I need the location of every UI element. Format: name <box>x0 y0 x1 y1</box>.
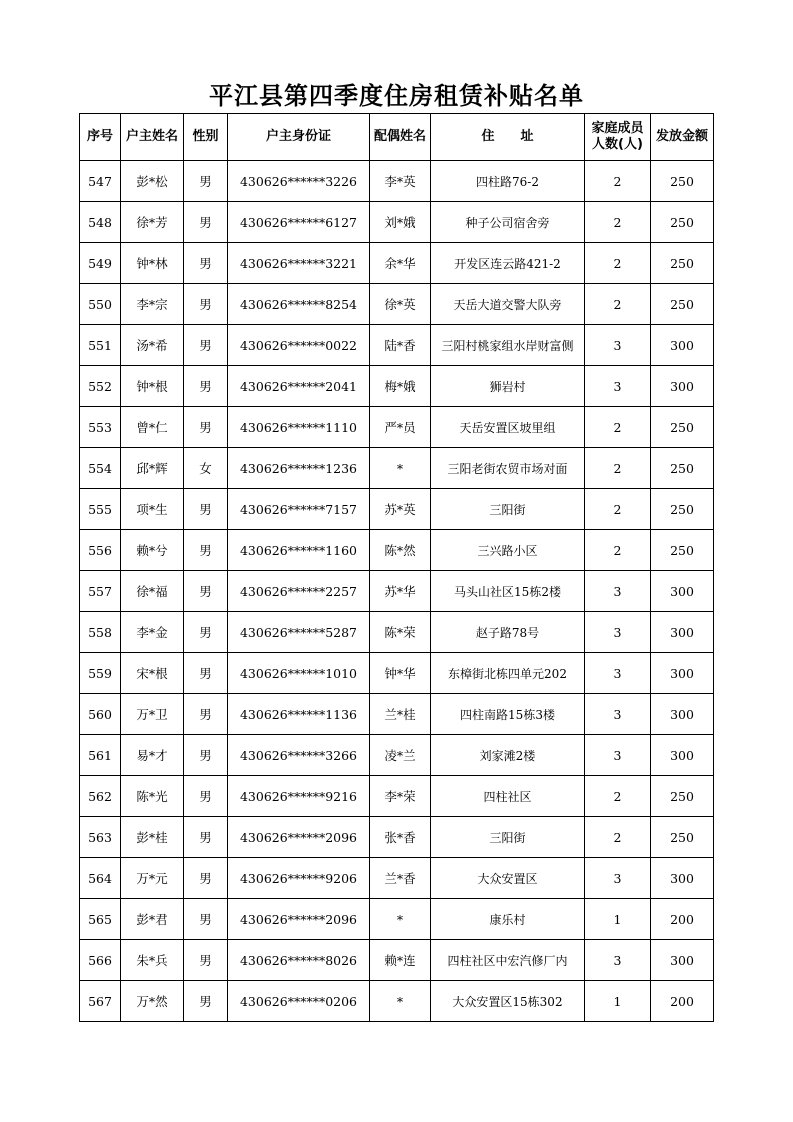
cell-id: 430626******6127 <box>228 202 370 243</box>
cell-gender: 男 <box>184 817 228 858</box>
cell-members: 2 <box>585 284 651 325</box>
cell-owner: 万*卫 <box>121 694 184 735</box>
cell-id: 430626******9216 <box>228 776 370 817</box>
cell-amount: 250 <box>651 448 714 489</box>
cell-members: 2 <box>585 202 651 243</box>
cell-address: 东樟街北栋四单元202 <box>431 653 585 694</box>
cell-members: 3 <box>585 366 651 407</box>
cell-owner: 徐*福 <box>121 571 184 612</box>
cell-owner: 项*生 <box>121 489 184 530</box>
cell-amount: 200 <box>651 899 714 940</box>
cell-address: 天岳大道交警大队旁 <box>431 284 585 325</box>
cell-members: 3 <box>585 735 651 776</box>
cell-spouse: * <box>370 981 431 1022</box>
cell-gender: 男 <box>184 571 228 612</box>
header-owner: 户主姓名 <box>121 114 184 161</box>
cell-spouse: 严*员 <box>370 407 431 448</box>
cell-amount: 300 <box>651 694 714 735</box>
cell-owner: 陈*光 <box>121 776 184 817</box>
cell-id: 430626******1236 <box>228 448 370 489</box>
cell-id: 430626******3226 <box>228 161 370 202</box>
cell-amount: 300 <box>651 571 714 612</box>
cell-owner: 钟*林 <box>121 243 184 284</box>
cell-gender: 男 <box>184 530 228 571</box>
cell-address: 三阳街 <box>431 489 585 530</box>
table-row <box>80 612 714 653</box>
header-members-line1: 家庭成员 <box>591 121 644 136</box>
table-row <box>80 940 714 981</box>
cell-gender: 男 <box>184 284 228 325</box>
cell-spouse: 梅*娥 <box>370 366 431 407</box>
cell-spouse: 刘*娥 <box>370 202 431 243</box>
cell-address: 天岳安置区坡里组 <box>431 407 585 448</box>
cell-id: 430626******1110 <box>228 407 370 448</box>
cell-members: 3 <box>585 325 651 366</box>
cell-members: 3 <box>585 612 651 653</box>
cell-amount: 200 <box>651 981 714 1022</box>
cell-spouse: 张*香 <box>370 817 431 858</box>
cell-address: 三兴路小区 <box>431 530 585 571</box>
cell-address: 三阳街 <box>431 817 585 858</box>
table-row <box>80 858 714 899</box>
cell-spouse: 陈*然 <box>370 530 431 571</box>
cell-spouse: 钟*华 <box>370 653 431 694</box>
cell-members: 3 <box>585 940 651 981</box>
cell-seq: 548 <box>80 202 121 243</box>
cell-id: 430626******2257 <box>228 571 370 612</box>
cell-owner: 李*金 <box>121 612 184 653</box>
cell-owner: 彭*松 <box>121 161 184 202</box>
cell-gender: 男 <box>184 653 228 694</box>
cell-seq: 555 <box>80 489 121 530</box>
cell-seq: 562 <box>80 776 121 817</box>
cell-gender: 男 <box>184 858 228 899</box>
cell-id: 430626******2041 <box>228 366 370 407</box>
cell-amount: 250 <box>651 284 714 325</box>
cell-gender: 男 <box>184 161 228 202</box>
cell-id: 430626******3266 <box>228 735 370 776</box>
cell-gender: 男 <box>184 407 228 448</box>
cell-id: 430626******8026 <box>228 940 370 981</box>
cell-members: 2 <box>585 530 651 571</box>
cell-seq: 551 <box>80 325 121 366</box>
cell-seq: 554 <box>80 448 121 489</box>
cell-amount: 300 <box>651 653 714 694</box>
table-row <box>80 325 714 366</box>
cell-id: 430626******1136 <box>228 694 370 735</box>
cell-seq: 563 <box>80 817 121 858</box>
cell-id: 430626******0022 <box>228 325 370 366</box>
cell-id: 430626******8254 <box>228 284 370 325</box>
cell-address: 大众安置区 <box>431 858 585 899</box>
cell-address: 康乐村 <box>431 899 585 940</box>
table-row <box>80 284 714 325</box>
cell-owner: 彭*君 <box>121 899 184 940</box>
cell-owner: 邱*辉 <box>121 448 184 489</box>
cell-address: 开发区连云路421-2 <box>431 243 585 284</box>
cell-gender: 男 <box>184 325 228 366</box>
cell-members: 2 <box>585 243 651 284</box>
cell-seq: 549 <box>80 243 121 284</box>
cell-owner: 曾*仁 <box>121 407 184 448</box>
table-row <box>80 489 714 530</box>
cell-amount: 300 <box>651 940 714 981</box>
cell-owner: 汤*希 <box>121 325 184 366</box>
cell-address: 四柱社区 <box>431 776 585 817</box>
cell-members: 3 <box>585 858 651 899</box>
cell-gender: 男 <box>184 940 228 981</box>
cell-members: 2 <box>585 489 651 530</box>
cell-members: 1 <box>585 981 651 1022</box>
cell-address: 三阳村桃家组水岸财富侧 <box>431 325 585 366</box>
table-row <box>80 243 714 284</box>
table-row <box>80 571 714 612</box>
cell-owner: 万*元 <box>121 858 184 899</box>
table-row <box>80 776 714 817</box>
table-body <box>80 161 714 1022</box>
cell-seq: 565 <box>80 899 121 940</box>
cell-spouse: 李*荣 <box>370 776 431 817</box>
cell-address: 刘家滩2楼 <box>431 735 585 776</box>
cell-address: 马头山社区15栋2楼 <box>431 571 585 612</box>
cell-spouse: 兰*香 <box>370 858 431 899</box>
cell-members: 3 <box>585 653 651 694</box>
cell-members: 3 <box>585 571 651 612</box>
cell-members: 2 <box>585 817 651 858</box>
table-row <box>80 899 714 940</box>
cell-seq: 556 <box>80 530 121 571</box>
cell-gender: 男 <box>184 899 228 940</box>
cell-address: 四柱社区中宏汽修厂内 <box>431 940 585 981</box>
cell-owner: 彭*桂 <box>121 817 184 858</box>
header-row <box>80 114 714 161</box>
cell-members: 2 <box>585 407 651 448</box>
cell-seq: 552 <box>80 366 121 407</box>
table-row <box>80 366 714 407</box>
cell-spouse: 兰*桂 <box>370 694 431 735</box>
cell-amount: 250 <box>651 407 714 448</box>
cell-id: 430626******0206 <box>228 981 370 1022</box>
subsidy-table <box>79 113 714 1022</box>
cell-seq: 550 <box>80 284 121 325</box>
cell-spouse: 陈*荣 <box>370 612 431 653</box>
cell-id: 430626******3221 <box>228 243 370 284</box>
cell-amount: 300 <box>651 735 714 776</box>
cell-owner: 赖*兮 <box>121 530 184 571</box>
cell-gender: 男 <box>184 735 228 776</box>
cell-amount: 300 <box>651 325 714 366</box>
cell-seq: 560 <box>80 694 121 735</box>
cell-members: 1 <box>585 899 651 940</box>
cell-seq: 547 <box>80 161 121 202</box>
cell-spouse: 苏*英 <box>370 489 431 530</box>
table-row <box>80 407 714 448</box>
cell-owner: 朱*兵 <box>121 940 184 981</box>
cell-gender: 男 <box>184 489 228 530</box>
cell-owner: 易*才 <box>121 735 184 776</box>
cell-id: 430626******1160 <box>228 530 370 571</box>
cell-spouse: 李*英 <box>370 161 431 202</box>
cell-address: 狮岩村 <box>431 366 585 407</box>
cell-owner: 钟*根 <box>121 366 184 407</box>
cell-owner: 李*宗 <box>121 284 184 325</box>
page-title: 平江县第四季度住房租赁补贴名单 <box>209 82 584 110</box>
cell-seq: 564 <box>80 858 121 899</box>
cell-gender: 男 <box>184 612 228 653</box>
cell-gender: 男 <box>184 202 228 243</box>
cell-members: 3 <box>585 694 651 735</box>
cell-amount: 250 <box>651 202 714 243</box>
header-members <box>585 114 651 161</box>
cell-seq: 561 <box>80 735 121 776</box>
cell-owner: 徐*芳 <box>121 202 184 243</box>
cell-address: 赵子路78号 <box>431 612 585 653</box>
cell-address: 四柱南路15栋3楼 <box>431 694 585 735</box>
table-row <box>80 735 714 776</box>
cell-members: 2 <box>585 448 651 489</box>
cell-members: 2 <box>585 776 651 817</box>
header-gender: 性别 <box>184 114 228 161</box>
cell-spouse: 余*华 <box>370 243 431 284</box>
cell-seq: 557 <box>80 571 121 612</box>
cell-amount: 300 <box>651 858 714 899</box>
cell-seq: 566 <box>80 940 121 981</box>
header-amount: 发放金额 <box>651 114 714 161</box>
cell-gender: 男 <box>184 776 228 817</box>
cell-gender: 男 <box>184 981 228 1022</box>
table-row <box>80 448 714 489</box>
cell-address: 四柱路76-2 <box>431 161 585 202</box>
cell-id: 430626******7157 <box>228 489 370 530</box>
cell-owner: 宋*根 <box>121 653 184 694</box>
cell-id: 430626******9206 <box>228 858 370 899</box>
cell-address: 大众安置区15栋302 <box>431 981 585 1022</box>
cell-amount: 250 <box>651 530 714 571</box>
table-row <box>80 817 714 858</box>
cell-id: 430626******2096 <box>228 899 370 940</box>
cell-members: 2 <box>585 161 651 202</box>
cell-amount: 250 <box>651 161 714 202</box>
cell-amount: 250 <box>651 489 714 530</box>
cell-id: 430626******5287 <box>228 612 370 653</box>
cell-amount: 250 <box>651 817 714 858</box>
cell-spouse: 徐*英 <box>370 284 431 325</box>
cell-gender: 女 <box>184 448 228 489</box>
cell-address: 种子公司宿舍旁 <box>431 202 585 243</box>
cell-id: 430626******2096 <box>228 817 370 858</box>
cell-seq: 567 <box>80 981 121 1022</box>
cell-seq: 558 <box>80 612 121 653</box>
cell-amount: 300 <box>651 612 714 653</box>
cell-amount: 250 <box>651 776 714 817</box>
cell-seq: 553 <box>80 407 121 448</box>
header-members-line2: 人数(人) <box>592 137 643 152</box>
header-spouse: 配偶姓名 <box>370 114 431 161</box>
cell-gender: 男 <box>184 366 228 407</box>
table-row <box>80 161 714 202</box>
cell-address: 三阳老街农贸市场对面 <box>431 448 585 489</box>
cell-amount: 250 <box>651 243 714 284</box>
cell-seq: 559 <box>80 653 121 694</box>
cell-spouse: 陆*香 <box>370 325 431 366</box>
table-row <box>80 530 714 571</box>
cell-spouse: 凌*兰 <box>370 735 431 776</box>
header-id: 户主身份证 <box>228 114 370 161</box>
header-seq: 序号 <box>80 114 121 161</box>
table-row <box>80 653 714 694</box>
cell-id: 430626******1010 <box>228 653 370 694</box>
cell-gender: 男 <box>184 243 228 284</box>
header-address: 住 址 <box>431 114 585 161</box>
cell-owner: 万*然 <box>121 981 184 1022</box>
cell-spouse: 赖*连 <box>370 940 431 981</box>
cell-spouse: * <box>370 899 431 940</box>
table-row <box>80 981 714 1022</box>
table-row <box>80 694 714 735</box>
table-row <box>80 202 714 243</box>
cell-gender: 男 <box>184 694 228 735</box>
cell-spouse: * <box>370 448 431 489</box>
cell-amount: 300 <box>651 366 714 407</box>
cell-spouse: 苏*华 <box>370 571 431 612</box>
